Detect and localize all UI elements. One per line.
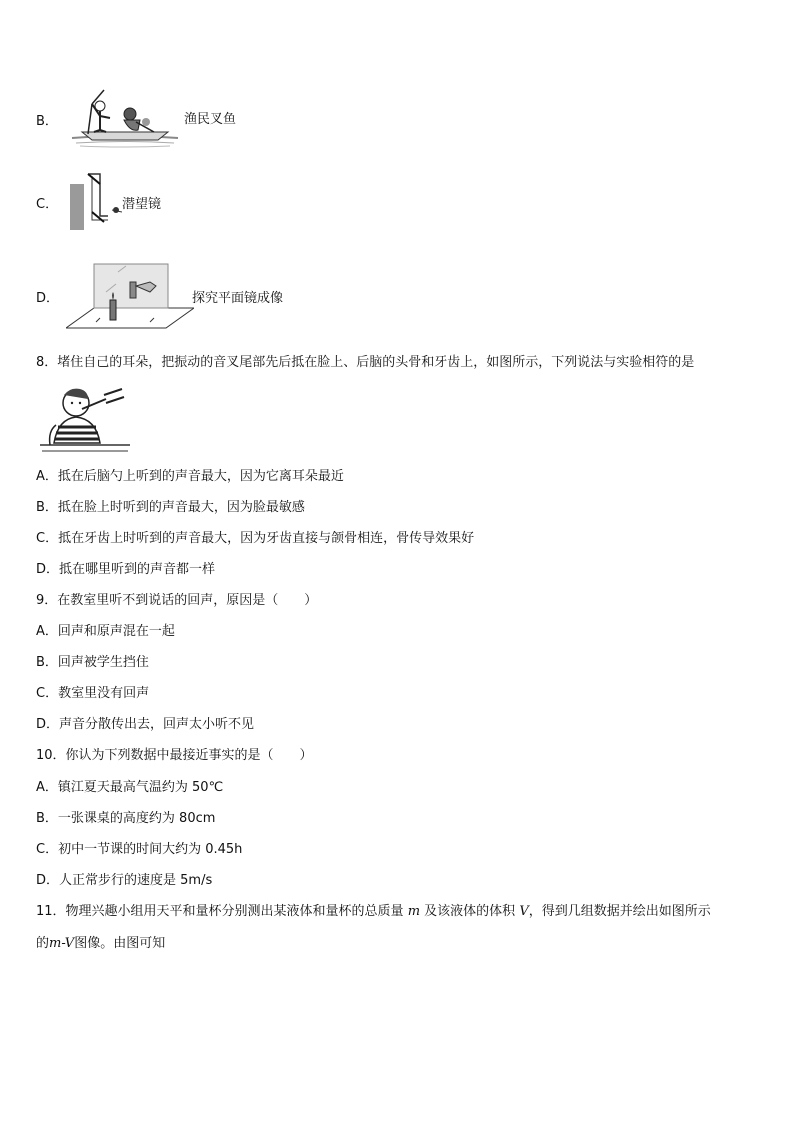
q11-var-mv: m-V <box>49 936 75 951</box>
q7-option-b-letter: B． <box>36 114 58 129</box>
q9-option-b: B．回声被学生挡住 <box>36 655 149 670</box>
q9-option-c: C．教室里没有回声 <box>36 686 150 701</box>
q10-option-c: C．初中一节课的时间大约为 0.45h <box>36 842 243 857</box>
q10-option-b: B．一张课桌的高度约为 80cm <box>36 811 216 826</box>
q7-option-c-caption: 潜望镜 <box>122 197 162 212</box>
q8-stem: 8．堵住自己的耳朵，把振动的音叉尾部先后抵在脸上、后脑的头骨和牙齿上，如图所示，下列说法与实验相符的是 <box>36 355 695 370</box>
q11-stem-line1 <box>36 904 711 920</box>
q7-option-d-letter: D． <box>36 291 60 306</box>
q9-option-d: D．声音分散传出去，回声太小听不见 <box>36 717 255 732</box>
q8-option-c: C．抵在牙齿上时听到的声音最大，因为牙齿直接与颌骨相连，骨传导效果好 <box>36 531 475 546</box>
q10-stem: 10．你认为下列数据中最接近事实的是（ ） <box>36 748 313 763</box>
q10-option-a: A．镇江夏天最高气温约为 50℃ <box>36 780 224 795</box>
q11-text-part4: 的 <box>36 936 50 951</box>
q8-option-d: D．抵在哪里听到的声音都一样 <box>36 562 216 577</box>
q7-option-c-letter: C． <box>36 197 59 212</box>
q11-text-part5: 图像。由图可知 <box>74 936 166 951</box>
boy-tuning-fork-illustration <box>40 381 130 453</box>
q9-stem: 9．在教室里听不到说话的回声，原因是（ ） <box>36 593 318 608</box>
q8-option-a: A．抵在后脑勺上听到的声音最大，因为它离耳朵最近 <box>36 469 344 484</box>
q11-text-part3: ，得到几组数据并绘出如图所示 <box>528 904 711 919</box>
q11-var-v: V <box>519 904 529 919</box>
q7-option-b-caption: 渔民叉鱼 <box>184 112 237 127</box>
fisherman-illustration <box>70 88 180 150</box>
q11-stem-line2 <box>36 936 165 952</box>
plane-mirror-experiment-illustration <box>66 262 194 330</box>
periscope-illustration <box>66 170 122 232</box>
q10-option-d: D．人正常步行的速度是 5m/s <box>36 873 213 888</box>
q11-text-part1: 11．物理兴趣小组用天平和量杯分别测出某液体和量杯的总质量 <box>36 904 404 919</box>
q7-option-d-caption: 探究平面镜成像 <box>192 291 284 306</box>
q8-option-b: B．抵在脸上时听到的声音最大，因为脸最敏感 <box>36 500 305 515</box>
q11-text-part2: 及该液体的体积 <box>424 904 516 919</box>
q9-option-a: A．回声和原声混在一起 <box>36 624 175 639</box>
q11-var-m: m <box>407 904 421 919</box>
